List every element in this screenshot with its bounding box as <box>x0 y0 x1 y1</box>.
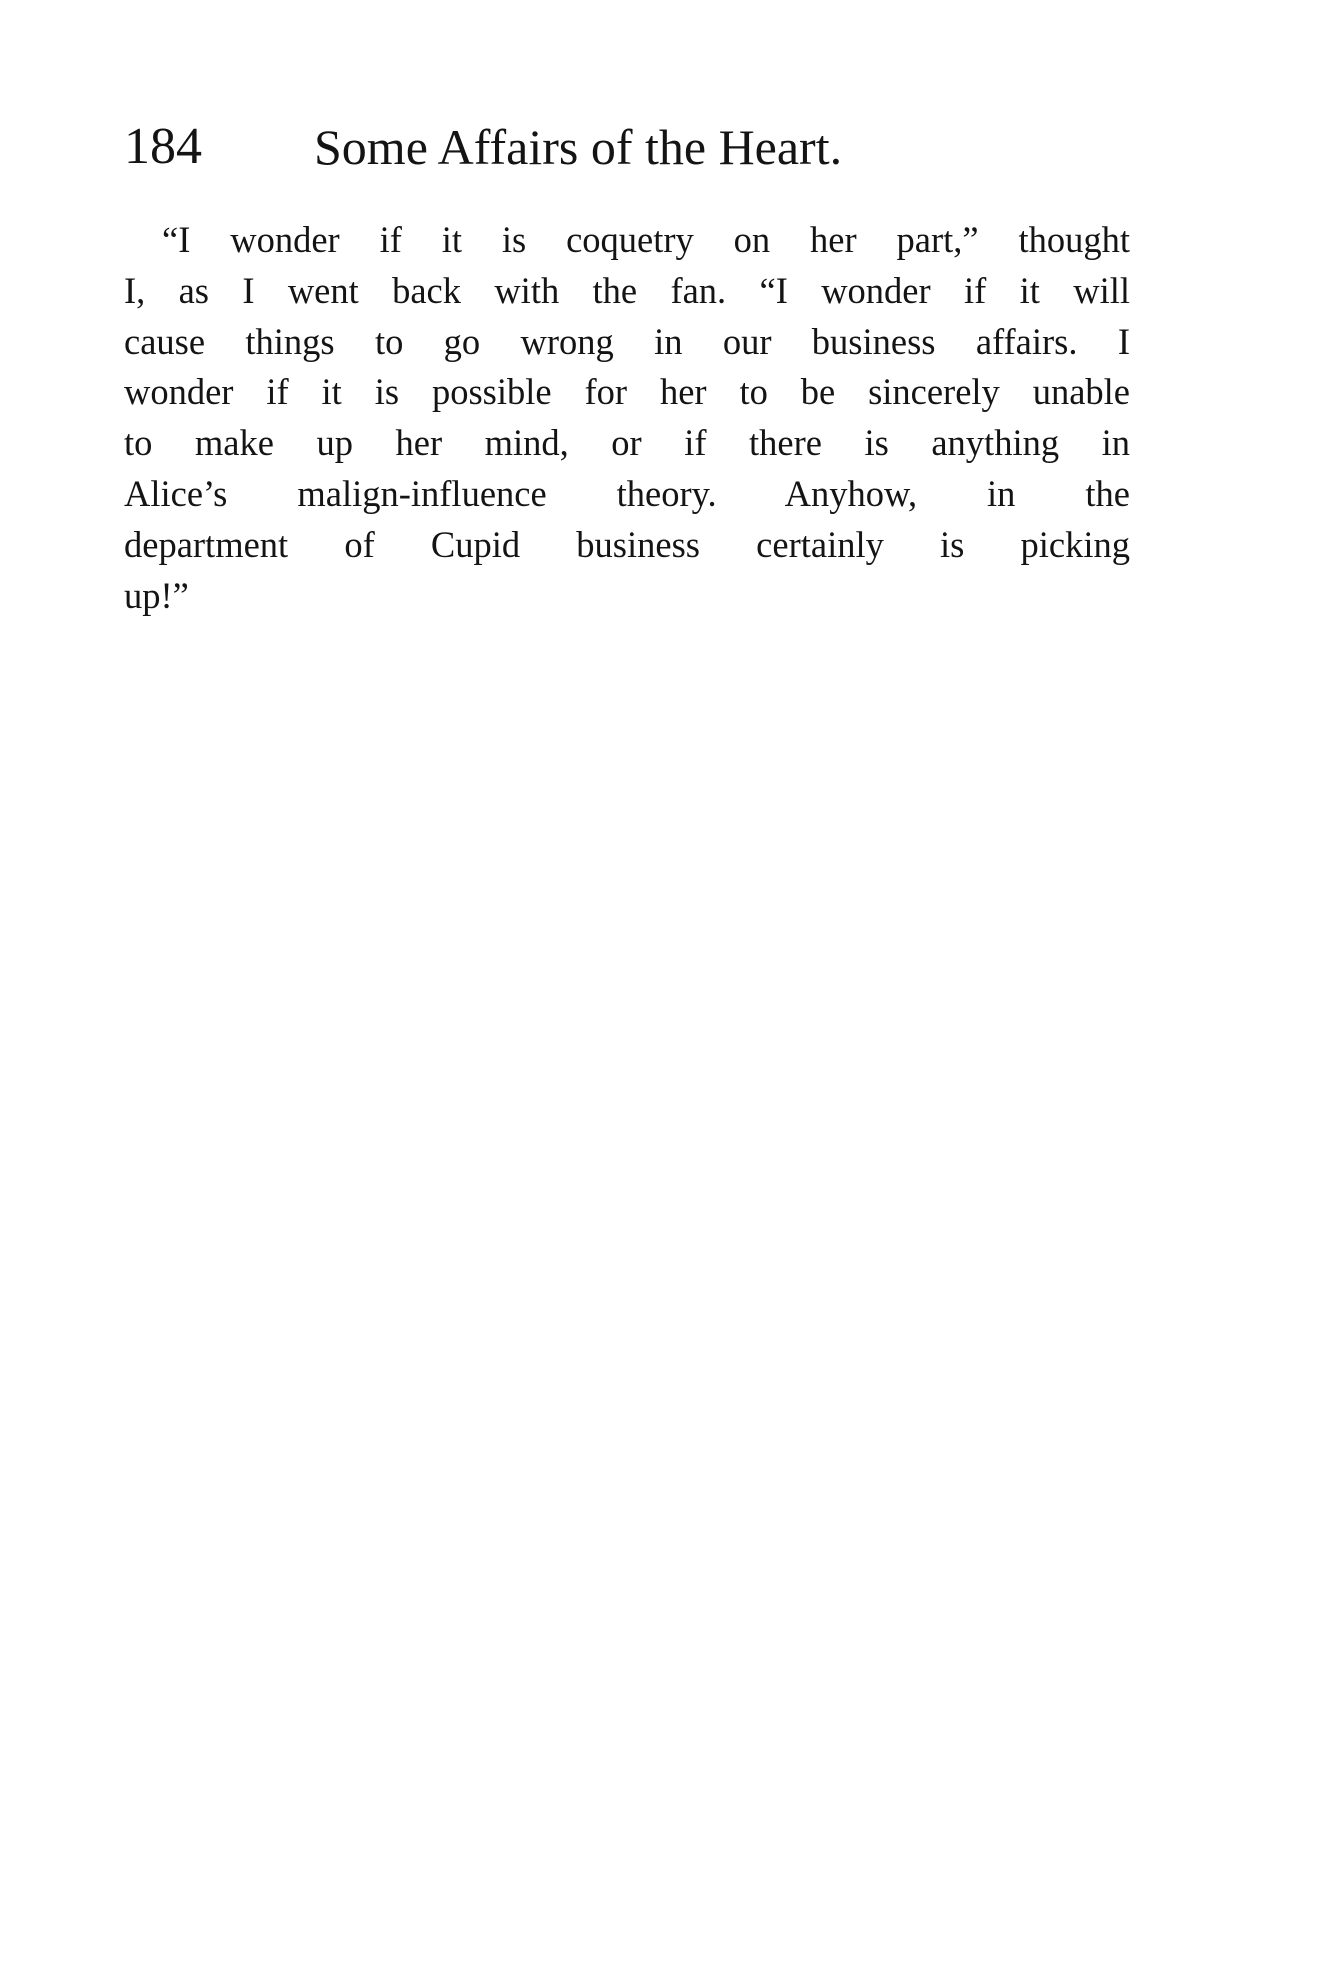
text-line: up!” <box>124 574 189 616</box>
text-line: to make up her mind, or if there is anything in <box>124 422 1130 464</box>
text-line: wonder if it is possible for her to be sincerely unable <box>124 371 1130 413</box>
running-head <box>124 112 1124 182</box>
text-line: cause things to go wrong in our business affairs. I <box>124 320 1130 362</box>
text-line: Alice’s malign-influence theory. Anyhow, in the <box>124 472 1130 514</box>
text-line: I, as I went back with the fan. “I wonder if it will <box>124 269 1130 311</box>
text-line: department of Cupid business certainly is picking <box>124 523 1130 565</box>
text-line: “I wonder if it is coquetry on her part,” thought <box>162 219 1130 260</box>
page-number: 184 <box>124 118 202 175</box>
body-paragraph <box>124 215 1130 621</box>
running-title: Some Affairs of the Heart. <box>314 119 843 175</box>
